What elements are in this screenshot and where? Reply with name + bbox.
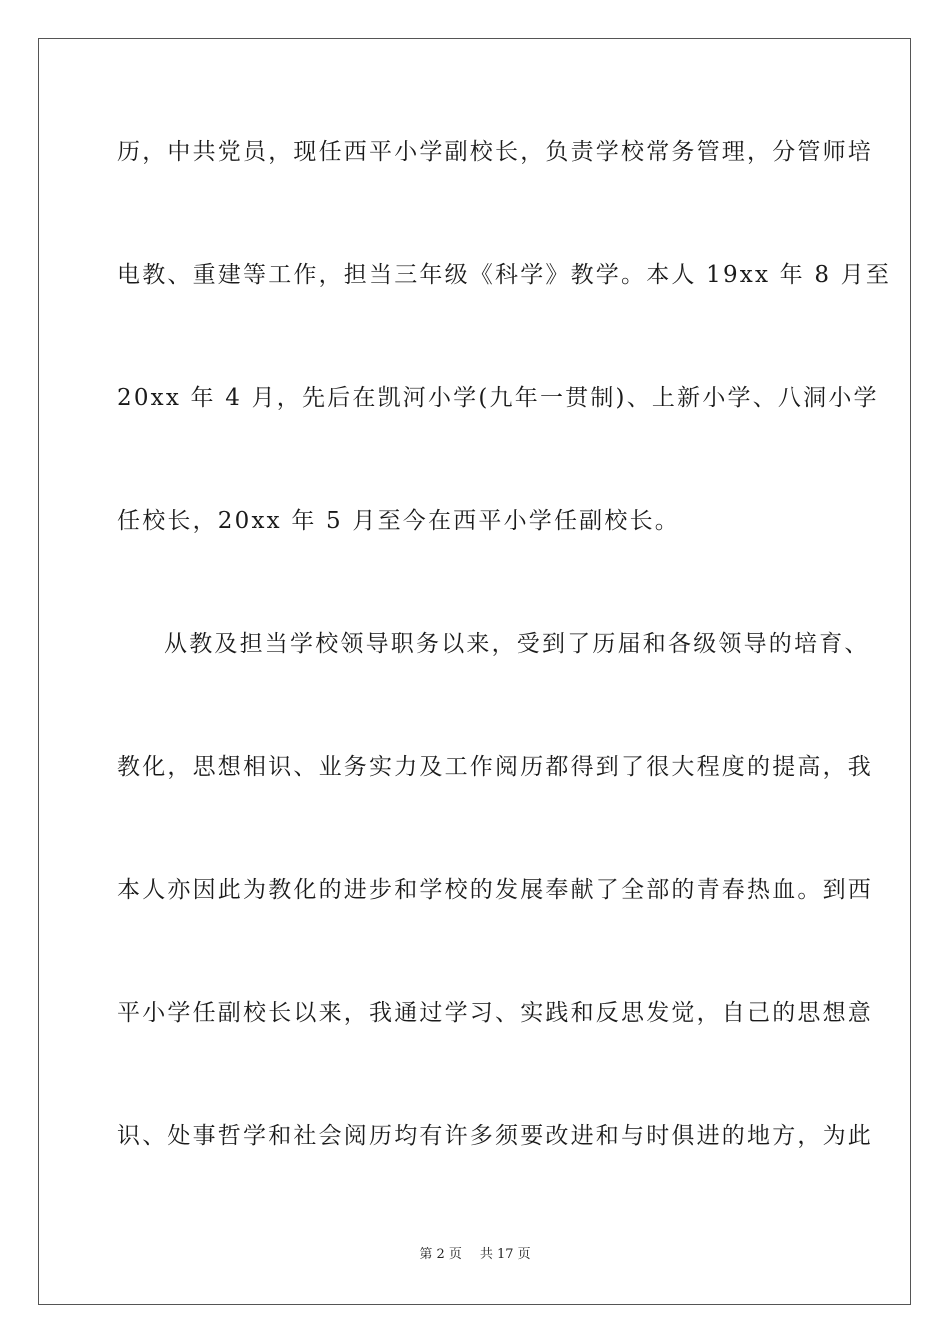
text-line-2: 电教、重建等工作，担当三年级《科学》教学。本人 19xx 年 8 月至 <box>117 262 892 288</box>
text-line-1: 历，中共党员，现任西平小学副校长，负责学校常务管理，分管师培 <box>117 139 873 165</box>
page-number: 第 2 页 <box>419 1247 462 1262</box>
text-line-4: 任校长，20xx 年 5 月至今在西平小学任副校长。 <box>117 508 680 534</box>
paragraph-2-first-line: 从教及担当学校领导职务以来，受到了历届和各级领导的培育、 <box>164 631 870 657</box>
text-line-8: 平小学任副校长以来，我通过学习、实践和反思发觉，自己的思想意 <box>117 1000 873 1026</box>
page-total: 共 17 页 <box>479 1247 531 1262</box>
page-frame <box>38 38 911 1305</box>
text-line-7: 本人亦因此为教化的进步和学校的发展奉献了全部的青春热血。到西 <box>117 877 873 903</box>
page-footer <box>0 1246 950 1264</box>
text-line-9: 识、处事哲学和社会阅历均有许多须要改进和与时俱进的地方，为此 <box>117 1123 873 1149</box>
text-line-6: 教化，思想相识、业务实力及工作阅历都得到了很大程度的提高，我 <box>117 754 873 780</box>
text-line-3: 20xx 年 4 月，先后在凯河小学(九年一贯制)、上新小学、八洞小学 <box>117 385 879 411</box>
